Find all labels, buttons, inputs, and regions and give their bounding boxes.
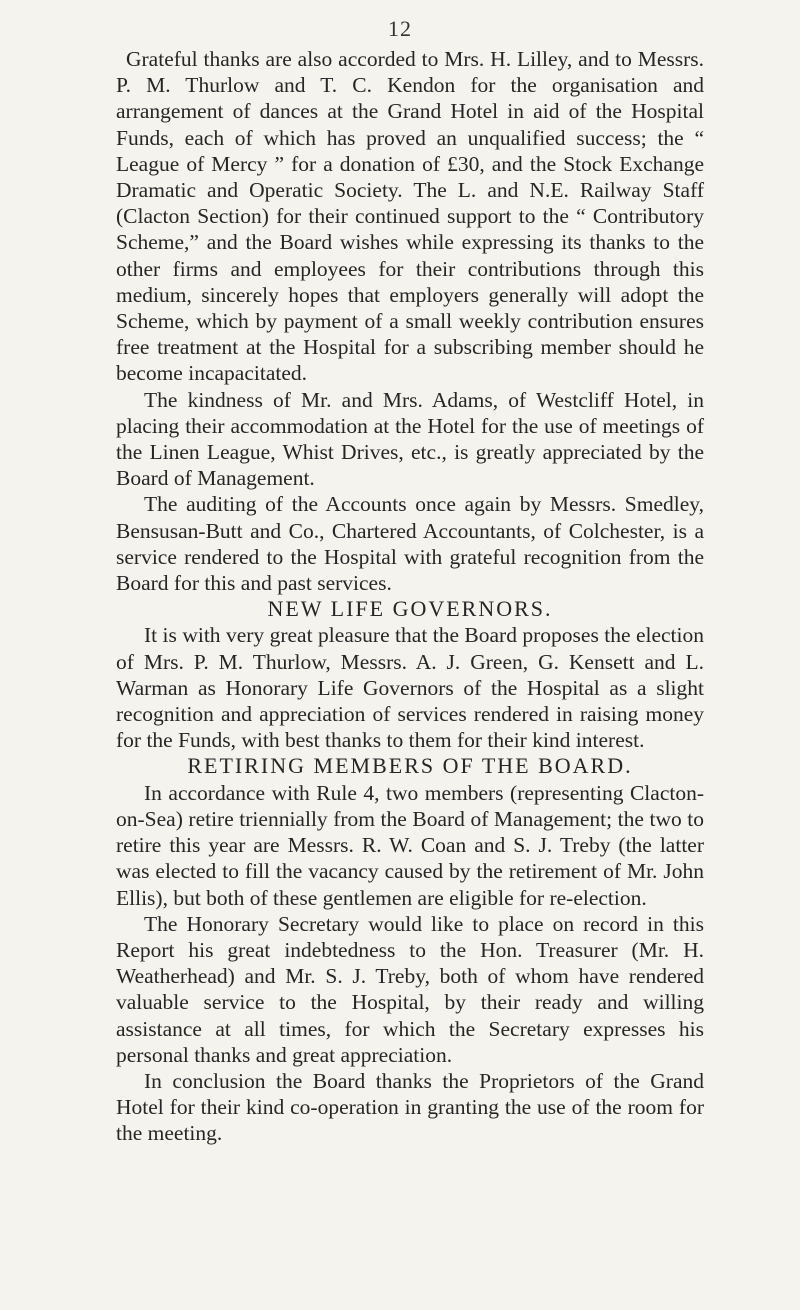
paragraph-westcliff-hotel: The kindness of Mr. and Mrs. Adams, of Westcliff Hotel, in placing their accommodation at the Hotel for the use of meetings of the Linen League, Whist Drives, etc., is greatly appreciated by the Board of Management. xyxy=(116,387,704,491)
paragraph-life-governors: It is with very great pleasure that the Board proposes the election of Mrs. P. M. Thurlow, Messrs. A. J. Green, G. Kensett and L. Warman as Honorary Life Governors of the Hospital as a slight recognition and appreciation of services rendered in raising money for the Funds, with best thanks to them for their kind interest. xyxy=(116,623,704,753)
paragraph-retiring-members: In accordance with Rule 4, two members (representing Clacton-on-Sea) retire triennially from the Board of Management; the two to retire this year are Messrs. R. W. Coan and S. J. Treby (the latter was elected to fill the vacancy caused by the retirement of Mr. John Ellis), but both of these gentlemen are eligible for re-election. xyxy=(116,780,704,910)
paragraph-auditing: The auditing of the Accounts once again by Messrs. Smedley, Bensusan-Butt and Co., Chartered Accountants, of Colchester, is a service rendered to the Hospital with grateful recognition from the Board for this and past services. xyxy=(116,492,704,596)
paragraph-secretary-thanks: The Honorary Secretary would like to place on record in this Report his great indebtedness to the Hon. Treasurer (Mr. H. Weatherhead) and Mr. S. J. Treby, both of whom have rendered valuable service to the Hospital, by their ready and willing assistance at all times, for which the Secretary expresses his personal thanks and great appreciation. xyxy=(116,911,704,1067)
paragraph-thanks: Grateful thanks are also accorded to Mrs. H. Lilley, and to Messrs. P. M. Thurlow and T. C. Kendon for the organisation and arrangement of dances at the Grand Hotel in aid of the Hospital Funds, each of which has proved an unqualified success; the “ League of Mercy ” for a donation of £30, and the Stock Exchange Dramatic and Operatic Society. The L. and N.E. Railway Staff (Clacton Section) for their continued support to the “ Contributory Scheme,” and the Board wishes while expressing its thanks to the other firms and employees for their contributions through this medium, sincerely hopes that employers generally will adopt the Scheme, which by payment of a small weekly contribution ensures free treatment at the Hospital for a subscribing member should he become incapacitated. xyxy=(116,47,704,386)
body-text xyxy=(116,46,704,1147)
heading-new-life-governors: NEW LIFE GOVERNORS. xyxy=(267,596,553,622)
heading-retiring-members: RETIRING MEMBERS OF THE BOARD. xyxy=(187,753,633,779)
paragraph-conclusion: In conclusion the Board thanks the Proprietors of the Grand Hotel for their kind co-operation in granting the use of the room for the meeting. xyxy=(116,1068,704,1146)
page-number: 12 xyxy=(388,16,412,41)
